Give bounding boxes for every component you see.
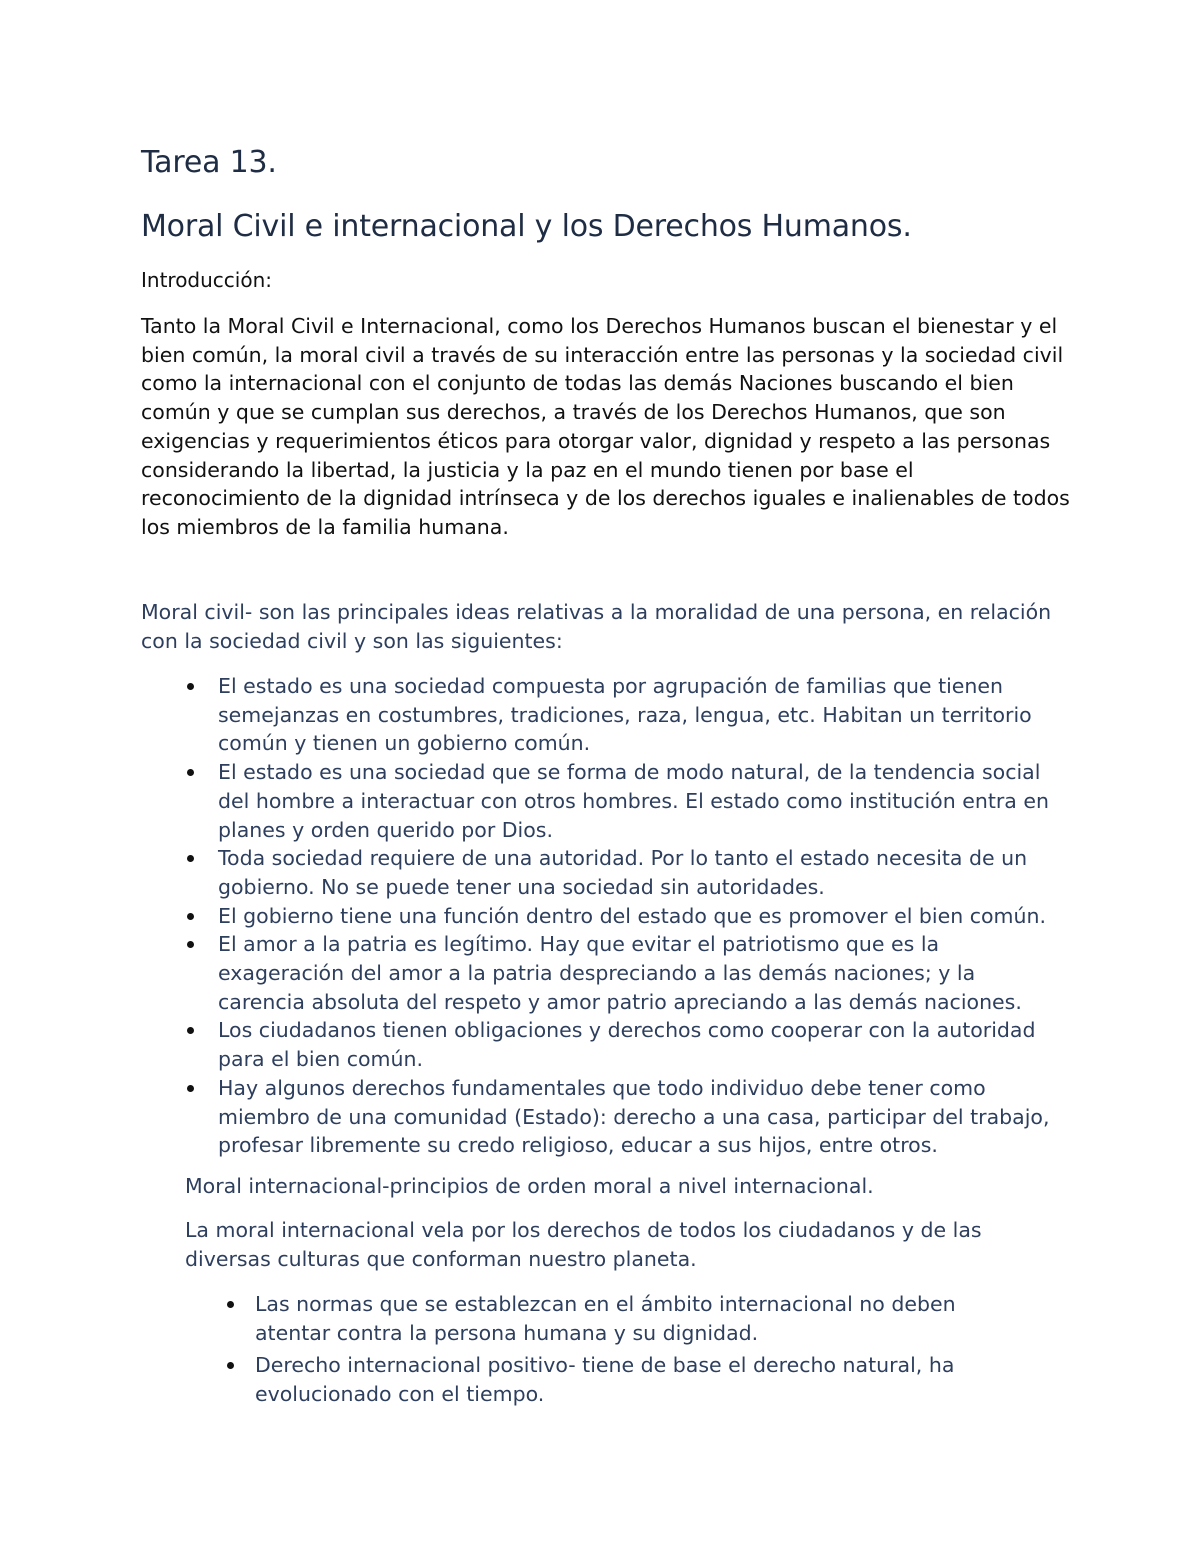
list-item	[255, 1351, 1035, 1408]
list-item	[218, 672, 1068, 758]
list-item-text: El gobierno tiene una función dentro del estado que es promover el bien común.	[218, 903, 1047, 928]
bullet-icon	[187, 769, 194, 776]
moral-civil-list	[218, 672, 1068, 1160]
list-item-text: Hay algunos derechos fundamentales que todo individuo debe tener como miembro de una comunidad (Estado): derecho a una casa, participar del trabajo, profesar libremente su credo religioso, educar a sus hijos, entre otros.	[218, 1075, 1050, 1158]
list-item-text: Los ciudadanos tienen obligaciones y derechos como cooperar con la autoridad para el bien común.	[218, 1018, 1036, 1072]
list-item	[218, 1074, 1068, 1160]
moral-internacional-list	[255, 1290, 1035, 1413]
bullet-icon	[227, 1301, 234, 1308]
list-item-text: Derecho internacional positivo- tiene de base el derecho natural, ha evolucionado con el tiempo.	[255, 1353, 955, 1407]
bullet-icon	[187, 941, 194, 948]
list-item-text: El amor a la patria es legítimo. Hay que evitar el patriotismo que es la exageración del amor a la patria despreciando a las demás naciones; y la carencia absoluta del respeto y amor patrio apreciando a las demás naciones.	[218, 932, 1022, 1014]
list-item	[218, 758, 1068, 844]
intro-paragraph: Tanto la Moral Civil e Internacional, como los Derechos Humanos buscan el bienestar y el bien común, la moral civil a través de su interacción entre las personas y la sociedad civil como la internacional con el conjunto de todas las demás Naciones buscando el bien común y que se cumplan sus derechos, a través de los Derechos Humanos, que son exigencias y requerimientos éticos para otorgar valor, dignidad y respeto a las personas considerando la libertad, la justicia y la paz en el mundo tienen por base el reconocimiento de la dignidad intrínseca y de los derechos iguales e inalienables de todos los miembros de la familia humana.	[141, 314, 1070, 539]
list-item	[255, 1290, 1035, 1347]
list-item	[218, 1016, 1068, 1073]
intro-heading: Introducción:	[141, 268, 273, 292]
list-item-text: El estado es una sociedad compuesta por agrupación de familias que tienen semejanzas en costumbres, tradiciones, raza, lengua, etc. Habitan un territorio común y tienen un gobierno común.	[218, 674, 1032, 756]
document-title-number: Tarea 13.	[141, 145, 277, 180]
list-item	[218, 902, 1068, 931]
moral-internacional-paragraph: La moral internacional vela por los derechos de todos los ciudadanos y de las diversas culturas que conforman nuestro planeta.	[185, 1218, 982, 1271]
bullet-icon	[187, 1085, 194, 1092]
list-item	[218, 930, 1068, 1016]
bullet-icon	[187, 913, 194, 920]
list-item-text: Las normas que se establezcan en el ámbito internacional no deben atentar contra la persona humana y su dignidad.	[255, 1292, 956, 1345]
list-item-text: Toda sociedad requiere de una autoridad. Por lo tanto el estado necesita de un gobierno. No se puede tener una sociedad sin autoridades.	[218, 846, 1028, 899]
list-item	[218, 844, 1068, 901]
bullet-icon	[187, 683, 194, 690]
bullet-icon	[187, 855, 194, 862]
document-title: Moral Civil e internacional y los Derechos Humanos.	[141, 209, 912, 244]
list-item-text: El estado es una sociedad que se forma de modo natural, de la tendencia social del hombre a interactuar con otros hombres. El estado como institución entra en planes y orden querido por Dios.	[218, 760, 1049, 842]
moral-civil-paragraph: Moral civil- son las principales ideas relativas a la moralidad de una persona, en relación con la sociedad civil y son las siguientes:	[141, 600, 1052, 653]
moral-internacional-heading: Moral internacional-principios de orden moral a nivel internacional.	[185, 1174, 874, 1198]
bullet-icon	[227, 1362, 234, 1369]
bullet-icon	[187, 1027, 194, 1034]
